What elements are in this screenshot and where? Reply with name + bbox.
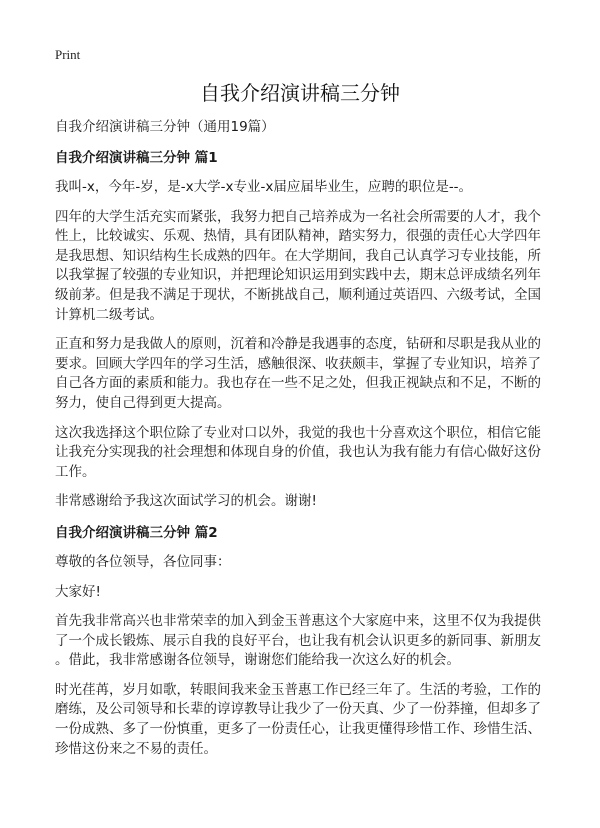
paragraph-line: 我叫-x，今年-岁，是-x大学-x专业-x届应届毕业生，应聘的职位是--。 [55, 179, 473, 195]
paragraph [55, 612, 555, 671]
paragraph-line: 这次我选择这个职位除了专业对口以外，我觉的我也十分喜欢这个职位，相信它能 [55, 424, 541, 441]
section-heading-1: 自我介绍演讲稿三分钟 篇1 [55, 150, 218, 166]
page-title: 自我介绍演讲稿三分钟 [200, 81, 400, 105]
paragraph-line: 四年的大学生活充实而紧张，我努力把自己培养成为一名社会所需要的人才，我个 [55, 208, 541, 225]
paragraph-line: 是我思想、知识结构生长成熟的四年。在大学期间，我自己认真学习专业技能，所 [55, 247, 541, 264]
paragraph-line: 以我掌握了较强的专业知识，并把理论知识运用到实践中去，期末总评成绩名列年 [55, 267, 541, 284]
paragraph-line: 磨练，及公司领导和长辈的谆谆教导让我少了一份天真、少了一份莽撞，但却多了 [55, 701, 541, 718]
paragraph [55, 553, 555, 573]
section-heading-2: 自我介绍演讲稿三分钟 篇2 [55, 524, 218, 541]
paragraph-line: 。借此，我非常感谢各位领导，谢谢您们能给我一次这么好的机会。 [55, 652, 460, 669]
paragraph-line: 时光荏苒，岁月如歌，转眼间我来金玉普惠工作已经三年了。生活的考验，工作的 [55, 681, 541, 698]
paragraph-line: 一份成熟、多了一份慎重，更多了一份责任心，让我更懂得珍惜工作、珍惜生活、 [55, 721, 541, 738]
paragraph [55, 178, 555, 198]
paragraph [55, 492, 555, 512]
paragraph-line: 自己各方面的素质和能力。我也存在一些不足之处，但我正视缺点和不足，不断的 [55, 375, 541, 392]
paragraph-line: 大家好! [55, 583, 101, 600]
paragraph-line: 正直和努力是我做人的原则，沉着和冷静是我遇事的态度，钻研和尽职是我从业的 [55, 336, 541, 353]
paragraph-line: 了一个成长锻炼、展示自我的良好平台，也让我有机会认识更多的新同事、新朋友 [55, 632, 541, 649]
paragraph [55, 208, 555, 326]
paragraph-line: 让我充分实现我的社会理想和体现自身的价值，我也认为我有能力有信心做好这份 [55, 444, 541, 461]
paragraph [55, 424, 555, 483]
paragraph-line: 级前茅。但是我不满足于现状，不断挑战自己，顺利通过英语四、六级考试，全国 [55, 286, 541, 303]
paragraph-line: 性上，比较诚实、乐观、热情，具有团队精神，踏实努力，很强的责任心大学四年 [55, 228, 541, 245]
paragraph [55, 335, 555, 413]
paragraph-line: 珍惜这份来之不易的责任。 [55, 740, 217, 757]
paragraph [55, 681, 555, 759]
paragraph-line: 工作。 [55, 463, 96, 480]
paragraph-line: 要求。回顾大学四年的学习生活，感触很深、收获颇丰，掌握了专业知识，培养了 [55, 355, 541, 372]
print-link[interactable]: Print [55, 47, 81, 62]
paragraph [55, 583, 555, 603]
paragraph-line: 首先我非常高兴也非常荣幸的加入到金玉普惠这个大家庭中来，这里不仅为我提供 [55, 613, 541, 630]
paragraph-line: 努力，使自己得到更大提高。 [55, 394, 231, 411]
paragraph-line: 尊敬的各位领导，各位同事： [55, 553, 231, 570]
paragraph-line: 计算机二级考试。 [55, 306, 163, 323]
paragraph-line: 非常感谢给予我这次面试学习的机会。谢谢! [55, 493, 317, 510]
document-subtitle: 自我介绍演讲稿三分钟（通用19篇） [55, 119, 275, 135]
